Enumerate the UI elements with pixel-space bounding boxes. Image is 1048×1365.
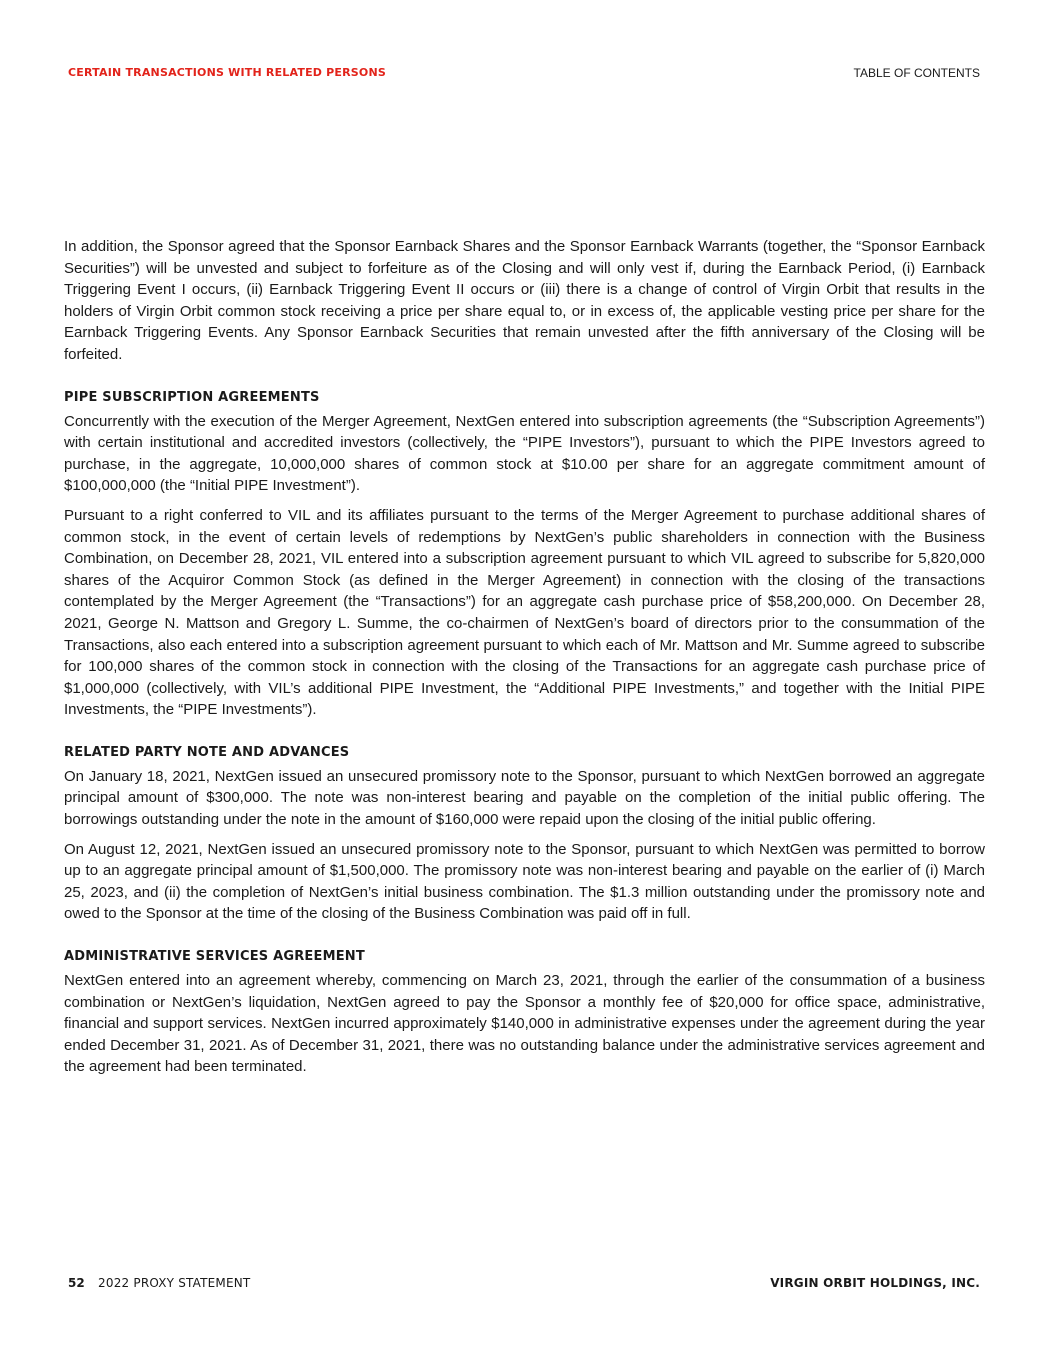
section-header-label: CERTAIN TRANSACTIONS WITH RELATED PERSONS — [68, 66, 387, 79]
paragraph: NextGen entered into an agreement whereby, commencing on March 23, 2021, through the earlier of the consummation of a business combination or NextGen’s liquidation, NextGen agreed to pay the Sponsor a monthly fee of $20,000 for office space, administrative, financial and support services. NextGen incurred approximately $140,000 in administrative expenses under the agreement during the year ended December 31, 2021. As of December 31, 2021, there was no outstanding balance under the administrative services agreement and the agreement had been terminated. — [64, 972, 985, 1076]
paragraph: On January 18, 2021, NextGen issued an unsecured promissory note to the Sponsor, pursuant to which NextGen borrowed an aggregate principal amount of $300,000. The note was non-interest bearing and payable on the completion of the initial public offering. The borrowings outstanding under the note in the amount of $160,000 were repaid upon the closing of the initial public offering. — [64, 767, 985, 829]
section-related-party-note — [64, 745, 985, 925]
section-administrative-services — [64, 949, 985, 1078]
document-title: 2022 PROXY STATEMENT — [98, 1276, 251, 1290]
page-number: 52 — [68, 1276, 85, 1290]
page-content — [64, 236, 985, 1086]
paragraph: Concurrently with the execution of the Merger Agreement, NextGen entered into subscription agreements (the “Subscription Agreements”) with certain institutional and accredited investors (collectively, the “PIPE Investors”), pursuant to which the PIPE Investors agreed to purchase, in the aggregate, 10,000,000 shares of common stock at $10.00 per share for an aggregate commitment amount of $100,000,000 (the “Initial PIPE Investment”). — [64, 412, 985, 495]
section-title: RELATED PARTY NOTE AND ADVANCES — [64, 744, 350, 760]
page-footer — [68, 1276, 980, 1292]
section-title: PIPE SUBSCRIPTION AGREEMENTS — [64, 389, 320, 405]
section-pipe-subscription-agreements — [64, 390, 985, 721]
paragraph: Pursuant to a right conferred to VIL and its affiliates pursuant to the terms of the Merger Agreement to purchase additional shares of common stock, in the event of certain levels of redemptions by NextGen’s public shareholders in connection with the Business Combination, on December 28, 2021, VIL entered into a subscription agreement pursuant to which VIL agreed to subscribe for 5,820,000 shares of the Acquiror Common Stock (as defined in the Merger Agreement) in connection with the closing of the transactions contemplated by the Merger Agreement (the “Transactions”) for an aggregate cash purchase price of $58,200,000. On December 28, 2021, George N. Mattson and Gregory L. Summe, the co-chairmen of NextGen’s board of directors prior to the consummation of the Transactions, also each entered into a subscription agreement pursuant to which each of Mr. Mattson and Mr. Summe agreed to subscribe for 100,000 shares of the common stock in connection with the closing of the Transactions for an aggregate cash purchase price of $1,000,000 (collectively, with VIL’s additional PIPE Investment, the “Additional PIPE Investments,” and together with the Initial PIPE Investments, the “PIPE Investments”). — [64, 506, 985, 719]
section-title: ADMINISTRATIVE SERVICES AGREEMENT — [64, 949, 365, 965]
company-name: VIRGIN ORBIT HOLDINGS, INC. — [770, 1276, 980, 1290]
table-of-contents-link[interactable]: TABLE OF CONTENTS — [853, 66, 980, 80]
paragraph: On August 12, 2021, NextGen issued an unsecured promissory note to the Sponsor, pursuant to which NextGen was permitted to borrow up to an aggregate principal amount of $1,500,000. The promissory note was non-interest bearing and payable on the earlier of (i) March 25, 2023, and (ii) the completion of NextGen’s initial business combination. The $1.3 million outstanding under the promissory note and owed to the Sponsor at the time of the closing of the Business Combination was paid off in full. — [64, 840, 985, 923]
intro-paragraph: In addition, the Sponsor agreed that the Sponsor Earnback Shares and the Sponsor Earnback Warrants (together, the “Sponsor Earnback Securities”) will be unvested and subject to forfeiture as of the Closing and will only vest if, during the Earnback Period, (i) Earnback Triggering Event I occurs, (ii) Earnback Triggering Event II occurs or (iii) there is a change of control of Virgin Orbit that results in the holders of Virgin Orbit common stock receiving a price per share equal to, or in excess of, the applicable vesting price per share for the Earnback Triggering Events. Any Sponsor Earnback Securities that remain unvested after the fifth anniversary of the Closing will be forfeited. — [64, 238, 985, 363]
